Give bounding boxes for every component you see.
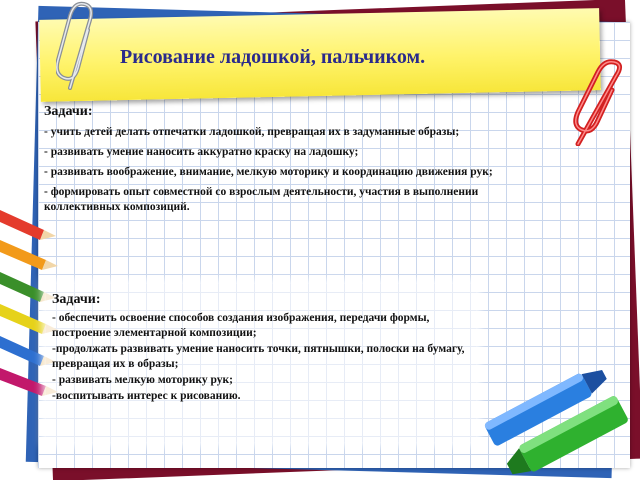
tasks-block-2 [52, 292, 482, 405]
tasks-heading-2: Задачи: [52, 292, 101, 307]
task-item: - формировать опыт совместной со взрослым деятельности, участия в выполнении коллективных композиций. [44, 186, 479, 213]
task-item: - развивать воображение, внимание, мелкую моторику и координацию движения рук; [44, 166, 493, 178]
page-title: Рисование ладошкой, пальчиком. [120, 46, 426, 68]
task-item: -продолжать развивать умение наносить точки, пятнышки, полоски на бумагу, превращая их в образы; [52, 343, 465, 370]
tasks-block-1 [44, 104, 514, 220]
task-item: - учить детей делать отпечатки ладошкой, превращая их в задуманные образы; [44, 126, 460, 138]
paperclip-gray-icon [56, 0, 100, 96]
task-item: -воспитывать интерес к рисованию. [52, 390, 241, 402]
task-item: - развивать мелкую моторику рук; [52, 374, 233, 386]
task-item: - развивать умение наносить аккуратно краску на ладошку; [44, 146, 359, 158]
paperclip-red-icon [568, 56, 628, 146]
tasks-heading-1: Задачи: [44, 104, 93, 119]
markers-icon [470, 360, 640, 480]
task-item: - обеспечить освоение способов создания изображения, передачи формы, построение элементарной композиции; [52, 312, 430, 339]
